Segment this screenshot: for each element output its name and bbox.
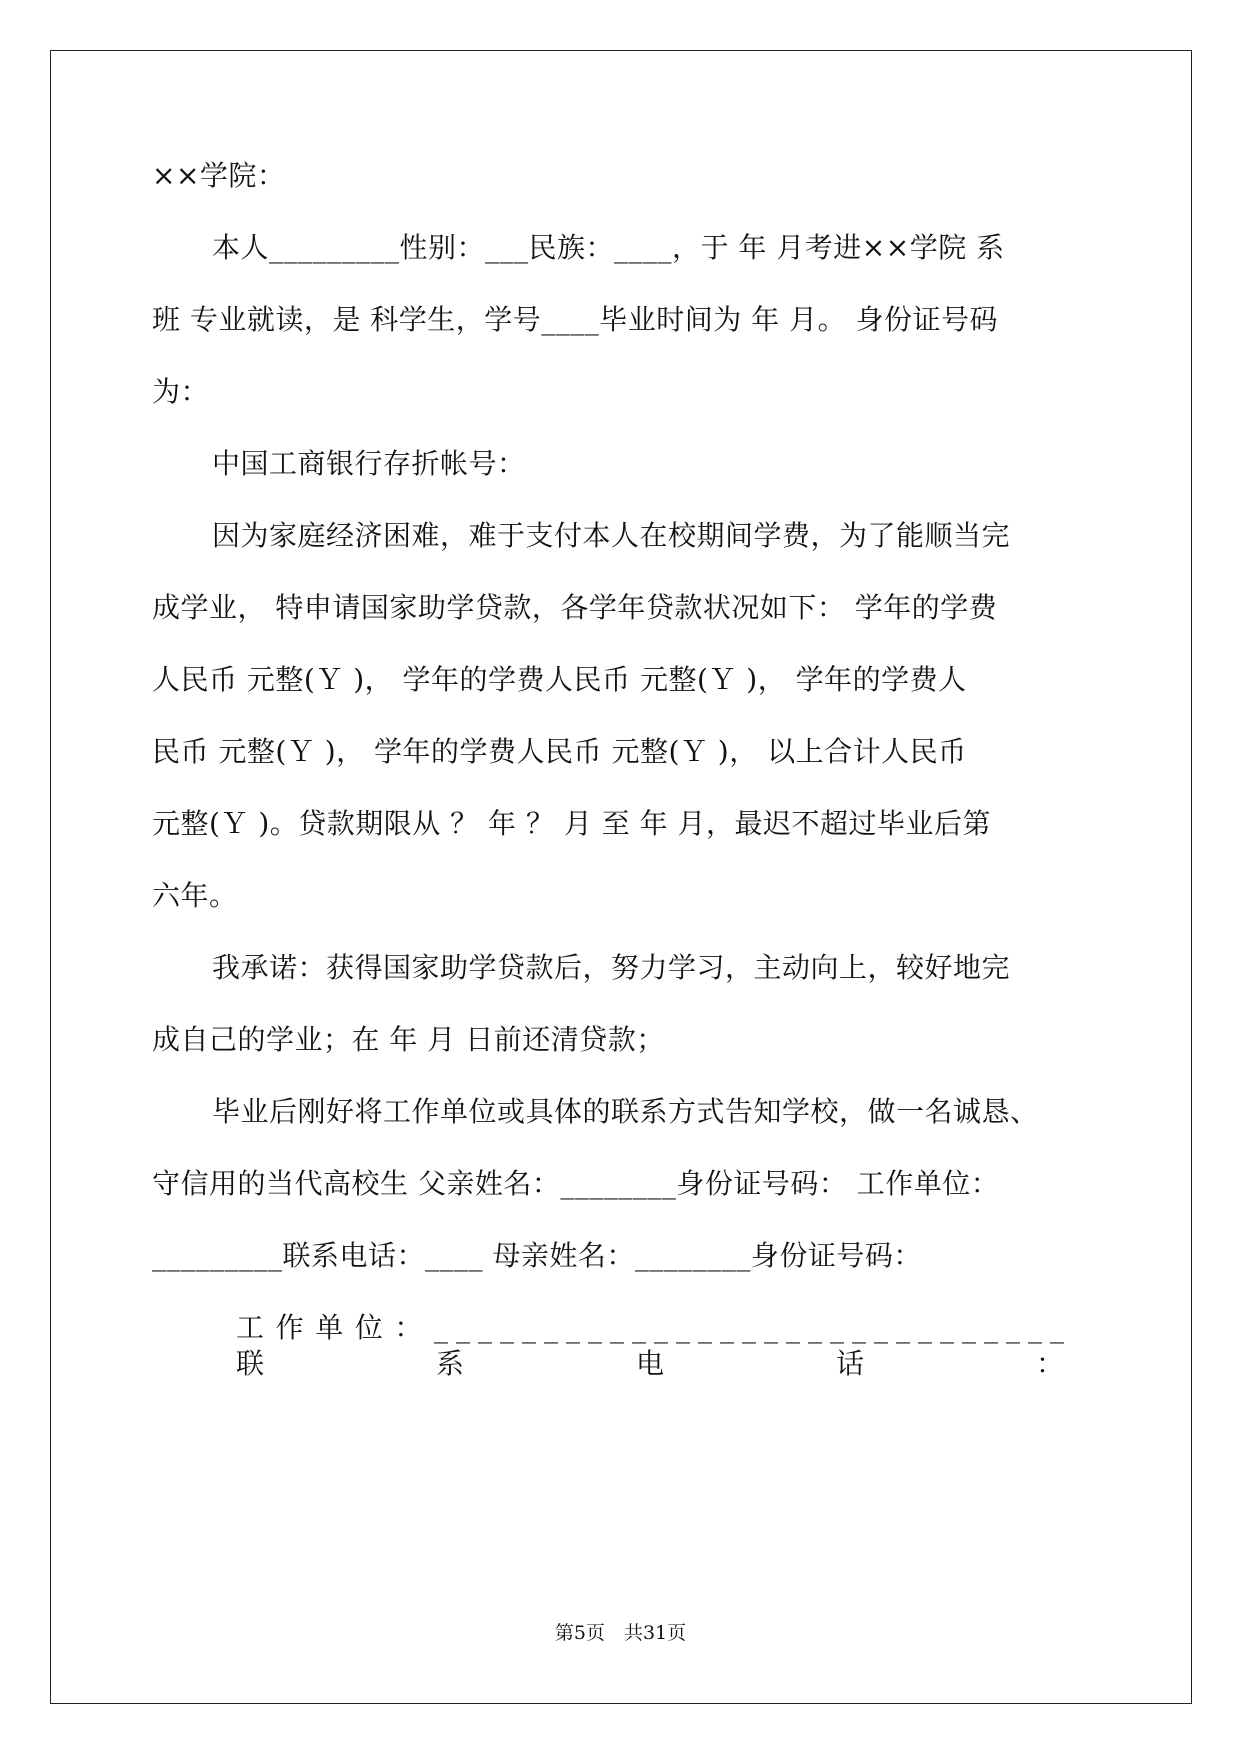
- text-line: 为：: [152, 375, 210, 408]
- text-line: 我承诺：获得国家助学贷款后，努力学习，主动向上，较好地完: [212, 951, 1011, 984]
- text-line: 民币 元整(Ｙ )， 学年的学费人民币 元整(Ｙ )， 以上合计人民币: [152, 735, 967, 768]
- salutation: ××学院：: [152, 159, 286, 192]
- text-line: 元整(Ｙ )。贷款期限从 ？ 年 ？ 月 至 年 月，最迟不超过毕业后第: [152, 807, 992, 840]
- text-line: 工作单位：_____________________________联系电话：: [236, 1311, 1072, 1380]
- text-line: 中国工商银行存折帐号：: [212, 447, 526, 480]
- text-line: 守信用的当代高校生 父亲姓名：________身份证号码： 工作单位：: [152, 1167, 1000, 1200]
- text-line: 人民币 元整(Ｙ )， 学年的学费人民币 元整(Ｙ )， 学年的学费人: [152, 663, 967, 696]
- text-line: 班 专业就读，是 科学生，学号____毕业时间为 年 月。 身份证号码: [152, 303, 999, 336]
- page-border: [50, 50, 1192, 1704]
- page-footer: 第5页 共31页: [554, 1622, 687, 1644]
- text-line: 本人_________性别：___民族：____，于 年 月考进××学院 系: [212, 231, 1005, 264]
- text-line: 六年。: [152, 879, 238, 912]
- text-line: 因为家庭经济困难，难于支付本人在校期间学费，为了能顺当完: [212, 519, 1011, 552]
- text-line: _________联系电话：____ 母亲姓名：________身份证号码：: [152, 1239, 922, 1272]
- text-line: 毕业后刚好将工作单位或具体的联系方式告知学校，做一名诚恳、: [212, 1095, 1039, 1128]
- text-line: 成学业， 特申请国家助学贷款，各学年贷款状况如下： 学年的学费: [152, 591, 998, 624]
- text-line: 成自己的学业；在 年 月 日前还清贷款；: [152, 1023, 665, 1056]
